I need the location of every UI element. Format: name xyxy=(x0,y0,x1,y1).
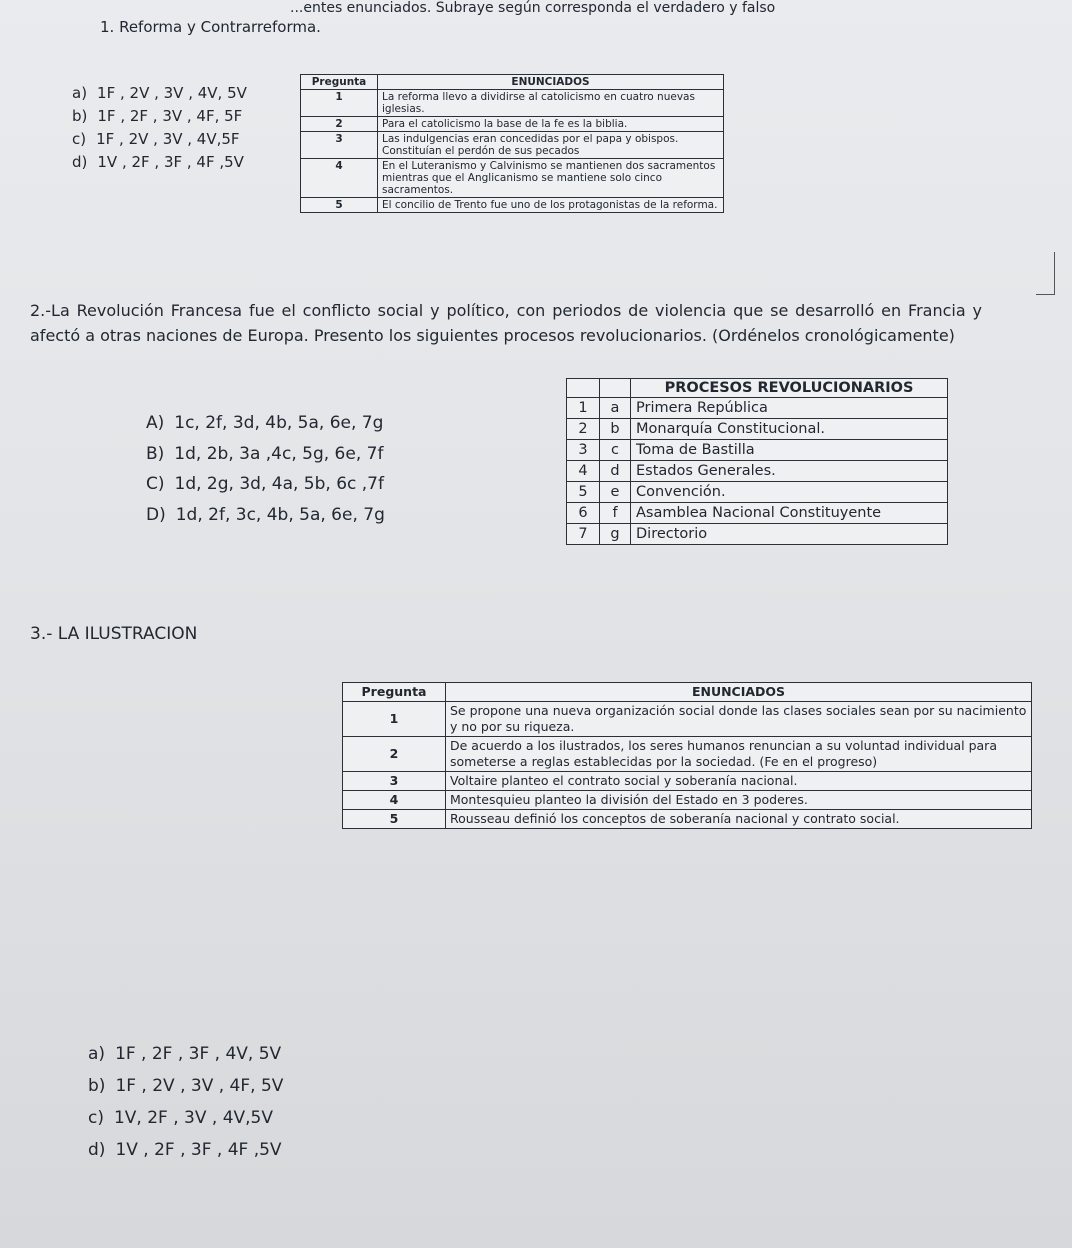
option-letter: B) xyxy=(146,443,165,464)
row-statement: Para el catolicismo la base de la fe es la biblia. xyxy=(378,117,724,132)
table-row xyxy=(301,198,724,213)
row-process: Convención. xyxy=(631,482,948,503)
option-a xyxy=(88,1038,283,1070)
row-number: 2 xyxy=(301,117,378,132)
column-header-enunciados: ENUNCIADOS xyxy=(378,75,724,90)
row-number: 5 xyxy=(343,810,446,829)
table-row xyxy=(343,702,1032,737)
row-number: 4 xyxy=(343,791,446,810)
row-number: 3 xyxy=(343,772,446,791)
option-text: 1d, 2b, 3a ,4c, 5g, 6e, 7f xyxy=(174,443,384,464)
row-process: Asamblea Nacional Constituyente xyxy=(631,503,948,524)
option-letter: c) xyxy=(88,1108,104,1128)
option-letter: A) xyxy=(146,413,165,433)
row-statement: Se propone una nueva organización social donde las clases sociales sean por su nacimiento y no por su riqueza. xyxy=(446,702,1032,737)
row-number: 1 xyxy=(567,398,600,419)
table-row xyxy=(567,524,948,545)
option-text: 1V, 2F , 3V , 4V,5V xyxy=(113,1108,273,1128)
option-text: 1F , 2V , 3V , 4F, 5V xyxy=(115,1076,284,1096)
table-row xyxy=(301,132,724,159)
reforma-table xyxy=(300,74,724,213)
ilustracion-table xyxy=(342,682,1032,829)
row-letter: b xyxy=(600,419,631,440)
row-process: Directorio xyxy=(631,524,948,545)
row-number: 7 xyxy=(567,524,600,545)
row-letter: a xyxy=(600,398,631,419)
column-header-enunciados: ENUNCIADOS xyxy=(446,683,1032,702)
row-number: 3 xyxy=(301,132,378,159)
option-letter: b) xyxy=(72,107,88,125)
option-text: 1V , 2F , 3F , 4F ,5V xyxy=(97,153,244,171)
row-statement: En el Luteranismo y Calvinismo se mantienen dos sacramentos mientras que el Anglicanismo se mantiene solo cinco sacramentos. xyxy=(378,159,724,198)
table-row xyxy=(301,159,724,198)
row-number: 3 xyxy=(567,440,600,461)
row-letter: c xyxy=(600,440,631,461)
option-letter: C) xyxy=(146,474,165,494)
option-d xyxy=(88,1134,283,1166)
section2-options xyxy=(146,408,385,530)
option-letter: a) xyxy=(72,84,88,102)
row-letter: e xyxy=(600,482,631,503)
row-letter: f xyxy=(600,503,631,524)
table-header-row xyxy=(567,379,948,398)
column-header-procesos: PROCESOS REVOLUCIONARIOS xyxy=(631,379,948,398)
row-number: 2 xyxy=(567,419,600,440)
table-row xyxy=(343,810,1032,829)
option-letter: d) xyxy=(88,1140,106,1160)
table-header-row xyxy=(301,75,724,90)
option-text: 1F , 2F , 3V , 4F, 5F xyxy=(97,107,243,125)
option-b xyxy=(146,439,385,470)
section2-paragraph: 2.-La Revolución Francesa fue el conflicto social y político, con periodos de violencia que se desarrolló en Francia y afectó a otras naciones de Europa. Presento los siguientes procesos revolucionarios. (Ordénelos cronológicamente) xyxy=(30,301,982,345)
table-row xyxy=(567,398,948,419)
option-text: 1c, 2f, 3d, 4b, 5a, 6e, 7g xyxy=(174,413,384,433)
row-letter: g xyxy=(600,524,631,545)
section3-options xyxy=(88,1038,283,1166)
table-row xyxy=(343,737,1032,772)
row-statement: De acuerdo a los ilustrados, los seres humanos renuncian a su voluntad individual para someterse a reglas establecidas por la sociedad. (Fe en el progreso) xyxy=(446,737,1032,772)
pen-bracket-mark xyxy=(1036,252,1055,295)
header-empty-cell xyxy=(567,379,600,398)
row-process: Toma de Bastilla xyxy=(631,440,948,461)
option-letter: b) xyxy=(88,1076,106,1096)
option-d xyxy=(72,151,247,174)
row-process: Estados Generales. xyxy=(631,461,948,482)
table-header-row xyxy=(343,683,1032,702)
table-row xyxy=(301,117,724,132)
option-c xyxy=(88,1102,283,1134)
row-number: 6 xyxy=(567,503,600,524)
procesos-table xyxy=(566,378,948,545)
option-b xyxy=(72,105,247,128)
row-number: 2 xyxy=(343,737,446,772)
option-a xyxy=(72,82,247,105)
table-row xyxy=(343,791,1032,810)
row-statement: Voltaire planteo el contrato social y soberanía nacional. xyxy=(446,772,1032,791)
option-letter: a) xyxy=(88,1044,106,1064)
row-number: 1 xyxy=(301,90,378,117)
section1-options xyxy=(72,82,247,174)
option-c xyxy=(72,128,247,151)
section3-title: 3.- LA ILUSTRACION xyxy=(30,624,198,644)
row-process: Monarquía Constitucional. xyxy=(631,419,948,440)
row-statement: Las indulgencias eran concedidas por el papa y obispos. Constituían el perdón de sus pecados xyxy=(378,132,724,159)
option-text: 1F , 2F , 3F , 4V, 5V xyxy=(115,1044,282,1064)
table-row xyxy=(567,503,948,524)
option-letter: d) xyxy=(72,153,88,171)
header-empty-cell xyxy=(600,379,631,398)
column-header-pregunta: Pregunta xyxy=(301,75,378,90)
row-number: 5 xyxy=(567,482,600,503)
option-letter: D) xyxy=(146,504,166,525)
column-header-pregunta: Pregunta xyxy=(343,683,446,702)
option-b xyxy=(88,1070,283,1102)
row-statement: La reforma llevo a dividirse al catolicismo en cuatro nuevas iglesias. xyxy=(378,90,724,117)
row-statement: Montesquieu planteo la división del Estado en 3 poderes. xyxy=(446,791,1032,810)
table-row xyxy=(343,772,1032,791)
option-a xyxy=(146,408,385,439)
table-row xyxy=(301,90,724,117)
table-row xyxy=(567,440,948,461)
row-number: 4 xyxy=(567,461,600,482)
row-letter: d xyxy=(600,461,631,482)
option-c xyxy=(146,469,385,500)
table-row xyxy=(567,461,948,482)
row-number: 5 xyxy=(301,198,378,213)
row-process: Primera República xyxy=(631,398,948,419)
table-row xyxy=(567,482,948,503)
row-number: 1 xyxy=(343,702,446,737)
option-text: 1F , 2V , 3V , 4V, 5V xyxy=(97,84,247,102)
section1-title: 1. Reforma y Contrarreforma. xyxy=(100,18,321,36)
option-text: 1F , 2V , 3V , 4V,5F xyxy=(96,130,240,148)
instructions-header: ...entes enunciados. Subraye según corresponda el verdadero y falso xyxy=(290,0,776,16)
option-d xyxy=(146,500,385,531)
option-text: 1d, 2f, 3c, 4b, 5a, 6e, 7g xyxy=(175,504,385,525)
table-row xyxy=(567,419,948,440)
row-statement: Rousseau definió los conceptos de soberanía nacional y contrato social. xyxy=(446,810,1032,829)
option-text: 1d, 2g, 3d, 4a, 5b, 6c ,7f xyxy=(174,474,384,494)
option-letter: c) xyxy=(72,130,87,148)
row-statement: El concilio de Trento fue uno de los protagonistas de la reforma. xyxy=(378,198,724,213)
option-text: 1V , 2F , 3F , 4F ,5V xyxy=(115,1140,282,1160)
row-number: 4 xyxy=(301,159,378,198)
